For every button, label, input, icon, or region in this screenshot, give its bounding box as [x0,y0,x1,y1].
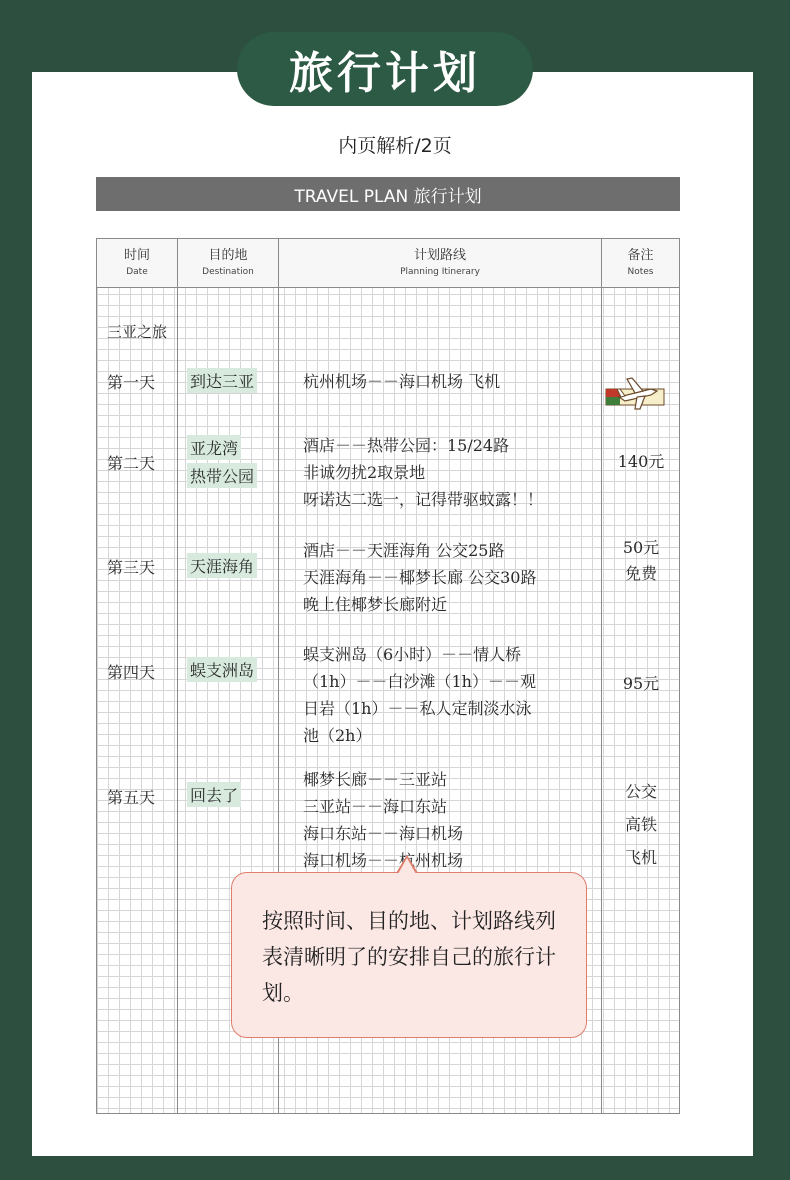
day-destination [187,435,257,491]
day-destination [187,657,257,685]
day-destination [187,782,241,810]
header-destination-en: Destination [202,267,254,277]
header-notes [602,239,679,287]
plan-line: 非诚勿扰2取景地 [303,463,426,482]
day-notes [603,445,679,478]
day-notes [603,535,679,587]
day-plan [303,432,593,513]
header-itinerary-en: Planning Itinerary [400,267,480,277]
column-divider [601,239,602,1113]
note-line: 公交 [624,782,657,801]
plan-line: 杭州机场－－海口机场 飞机 [303,372,501,391]
note-line: 50元 [622,538,660,557]
day-plan [303,641,593,749]
note-line: 140元 [617,452,665,471]
column-divider [177,239,178,1113]
destination-highlight: 到达三亚 [187,368,257,393]
day-destination [187,553,257,581]
callout-pointer-fill [398,858,416,874]
destination-highlight: 回去了 [187,782,241,807]
page-title: 旅行计划 [237,32,533,106]
note-line: 95元 [622,674,660,693]
plan-line: 晚上住椰梦长廊附近 [303,595,448,614]
plan-line: 天涯海角－－椰梦长廊 公交30路 [303,568,537,587]
plan-line: 三亚站－－海口东站 [303,797,448,816]
airplane-sticker-icon [605,375,665,411]
header-destination-zh: 目的地 [208,248,248,263]
day-destination [187,368,257,396]
day-label: 第三天 [107,558,156,577]
header-notes-en: Notes [627,267,654,277]
day-label: 第二天 [107,454,156,473]
plan-line: 呀诺达二选一，记得带驱蚊露！！ [303,490,544,509]
header-itinerary-zh: 计划路线 [413,248,466,263]
note-line: 免费 [624,564,657,583]
header-itinerary [279,239,601,287]
day-label: 第五天 [107,788,156,807]
plan-line: 蜈支洲岛（6小时）－－情人桥 [303,645,522,664]
header-date-zh: 时间 [123,248,150,263]
plan-line: 池（2h） [303,726,372,745]
header-destination [178,239,278,287]
plan-line: （1h）－－白沙滩（1h）－－观 [303,672,536,691]
header-date-en: Date [126,267,148,277]
day-plan [303,368,593,395]
header-notes-zh: 备注 [627,248,654,263]
plan-line: 日岩（1h）－－私人定制淡水泳 [303,699,532,718]
header-date [97,239,177,287]
destination-highlight: 亚龙湾 [187,435,241,460]
day-notes [603,667,679,700]
plan-line: 海口机场－－杭州机场 [303,851,464,870]
table-header [97,239,679,288]
day-plan [303,537,593,618]
note-line: 高铁 [624,815,657,834]
plan-line: 椰梦长廊－－三亚站 [303,770,448,789]
day-label: 第四天 [107,663,156,682]
trip-name: 三亚之旅 [107,323,168,341]
day-label: 第一天 [107,373,156,392]
day-notes [603,775,679,874]
callout-bubble: 按照时间、目的地、计划路线列表清晰明了的安排自己的旅行计划。 [231,872,587,1038]
destination-highlight: 天涯海角 [187,553,257,578]
note-line: 飞机 [624,848,657,867]
plan-line: 酒店－－热带公园：15/24路 [303,436,510,455]
page-subtitle: 内页解析/2页 [338,135,452,157]
plan-line: 酒店－－天涯海角 公交25路 [303,541,505,560]
destination-highlight: 蜈支洲岛 [187,657,257,682]
plan-line: 海口东站－－海口机场 [303,824,464,843]
destination-highlight: 热带公园 [187,463,257,488]
travel-plan-banner: TRAVEL PLAN 旅行计划 [96,177,680,211]
